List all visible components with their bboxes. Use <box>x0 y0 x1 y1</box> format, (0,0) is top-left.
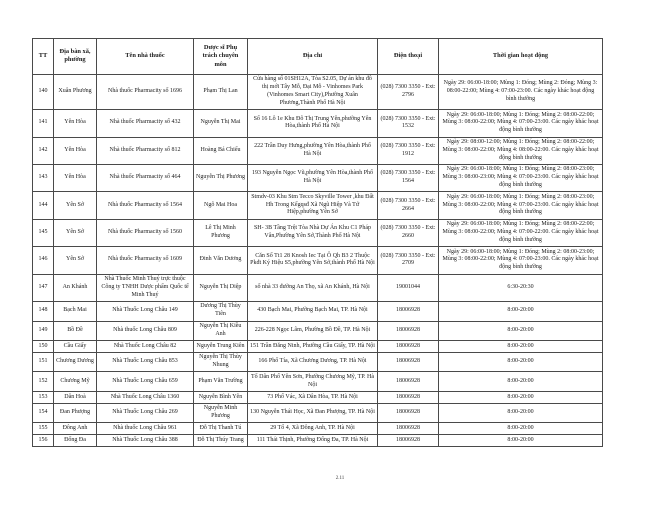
table-cell: 143 <box>33 164 54 191</box>
table-cell: Ngày 29: 08:00-12:00; Mùng 1: Đóng; Mùng 2: 08:00-22:00; Mùng 3: 08:00-22:00; Mùng 4: 08:00-22:00. Các ngày khác hoạt động bình thường <box>439 137 603 164</box>
table-cell: Dương Thị Thùy Tiên <box>194 301 248 321</box>
table-cell: 8:00-20:00 <box>439 423 603 435</box>
table-cell: 226-228 Ngọc Lâm, Phường Bồ Đề, TP. Hà Nội <box>248 321 378 341</box>
table-cell: Cầu Giấy <box>54 341 97 353</box>
table-cell: Đan Phượng <box>54 403 97 423</box>
table-cell: 222 Trần Duy Hưng,phường Yên Hòa,thành Phố Hà Nội <box>248 137 378 164</box>
table-cell: 154 <box>33 403 54 423</box>
table-cell: Bạch Mai <box>54 301 97 321</box>
table-cell: Lê Thị Minh Phương <box>194 219 248 246</box>
table-cell: 29 Tổ 4, Xã Đông Anh, TP. Hà Nội <box>248 423 378 435</box>
table-cell: 19001044 <box>378 274 439 301</box>
table-cell: Yên Hòa <box>54 137 97 164</box>
table-cell: Nguyễn Bình Yên <box>194 392 248 404</box>
table-cell: 152 <box>33 372 54 392</box>
table-cell: 6:30-20:30 <box>439 274 603 301</box>
table-cell: 141 <box>33 110 54 137</box>
table-cell: Hoàng Bá Chiểu <box>194 137 248 164</box>
table-cell: 155 <box>33 423 54 435</box>
table-row <box>33 403 603 423</box>
table-cell: Số 16 Lô 1e Khu Đô Thị Trung Yên,phường Yên Hòa,thành Phố Hà Nội <box>248 110 378 137</box>
page-number: 2.11 <box>335 476 345 481</box>
table-cell: 18006928 <box>378 372 439 392</box>
table-cell: Dân Hoà <box>54 392 97 404</box>
table-cell: Chương Dương <box>54 352 97 372</box>
table-cell: Căn Số Tt1 28 Knosh Iec Tại Ô Qh B3 2 Thuộc Pkđt Ký Hiệu S5,phường Yên Sở,thành Phố Hà Nội <box>248 247 378 274</box>
table-cell: (028) 7300 3350 - Ext: 2660 <box>378 219 439 246</box>
table-cell: (028) 7300 3350 - Ext: 1912 <box>378 137 439 164</box>
table-cell: Nhà thuốc Pharmacity số 1560 <box>97 219 194 246</box>
table-row <box>33 301 603 321</box>
table-cell: Nhà thuốc Long Châu 961 <box>97 423 194 435</box>
table-row <box>33 219 603 246</box>
column-header: Thời gian hoạt động <box>439 39 603 75</box>
table-cell: 18006928 <box>378 435 439 447</box>
table-row <box>33 392 603 404</box>
table-cell: Nhà Thuốc Long Châu 659 <box>97 372 194 392</box>
table-cell: Yên Hòa <box>54 164 97 191</box>
table-cell: Ngày 29: 06:00-18:00; Mùng 1: Đóng; Mùng 2: 08:00-23:00; Mùng 3: 08:00-22:00; Mùng 4: 07:00-23:00. Các ngày khác hoạt động bình thường <box>439 247 603 274</box>
table-cell: Nhà Thuốc Long Châu 1360 <box>97 392 194 404</box>
table-cell: 18006928 <box>378 352 439 372</box>
table-cell: Nguyễn Thị Diệp <box>194 274 248 301</box>
table-row <box>33 321 603 341</box>
table-cell: An Khánh <box>54 274 97 301</box>
table-cell: Nguyễn Minh Phương <box>194 403 248 423</box>
table-cell: 18006928 <box>378 403 439 423</box>
table-cell: Ngày 29: 06:00-18:00; Mùng 1: Đóng; Mùng 2: 08:00-23:00; Mùng 3: 08:00-23:00; Mùng 4: 07:00-23:00. Các ngày khác hoạt động bình thường <box>439 164 603 191</box>
table-cell: 430 Bạch Mai, Phường Bạch Mai, TP. Hà Nội <box>248 301 378 321</box>
table-cell: 8:00-20:00 <box>439 435 603 447</box>
table-cell: Nhà Thuốc Long Châu 853 <box>97 352 194 372</box>
table-cell: 193 Nguyễn Ngọc Vũ,phường Yên Hòa,thành Phố Hà Nội <box>248 164 378 191</box>
table-cell: Stmdv-03 Khu Stm Tecco Skyville Tower ,khu Đất Hh Trong Kếgqsđ Xã Ngũ Hiệp Và Tứ Hiệp,phường Yên Sở <box>248 192 378 219</box>
table-cell: 18006928 <box>378 301 439 321</box>
table-cell: (028) 7300 3350 - Ext: 2709 <box>378 247 439 274</box>
table-row <box>33 192 603 219</box>
table-cell: Bồ Đề <box>54 321 97 341</box>
table-cell: Nguyễn Thị Kiều Anh <box>194 321 248 341</box>
table-cell: Đỗ Thị Thúy Trang <box>194 435 248 447</box>
table-cell: 166 Phố Tía, Xã Chương Dương, TP. Hà Nội <box>248 352 378 372</box>
table-cell: 18006928 <box>378 341 439 353</box>
table-cell: Ngô Mai Hoa <box>194 192 248 219</box>
table-cell: (028) 7300 3350 - Ext: 2796 <box>378 74 439 109</box>
table-cell: 8:00-20:00 <box>439 341 603 353</box>
table-cell: Đống Đa <box>54 435 97 447</box>
table-cell: Đỗ Thị Thanh Tú <box>194 423 248 435</box>
table-row <box>33 352 603 372</box>
table-cell: 140 <box>33 74 54 109</box>
table-cell: 8:00-20:00 <box>439 403 603 423</box>
table-cell: Nhà Thuốc Long Châu 149 <box>97 301 194 321</box>
table-cell: Nhà thuốc Pharmacity số 464 <box>97 164 194 191</box>
table-cell: Nhà thuốc Pharmacity số 1564 <box>97 192 194 219</box>
table-cell: 8:00-20:00 <box>439 321 603 341</box>
table-cell: 18006928 <box>378 423 439 435</box>
table-cell: Chương Mỹ <box>54 372 97 392</box>
table-cell: 156 <box>33 435 54 447</box>
table-cell: 149 <box>33 321 54 341</box>
table-row <box>33 110 603 137</box>
table-cell: Yên Sở <box>54 192 97 219</box>
table-cell: (028) 7300 3350 - Ext: 1532 <box>378 110 439 137</box>
table-cell: Cửa hàng số 01SH12A, Tòa S2.05, Dự án khu đô thị mới Tây Mỗ, Đại Mỗ - Vinhomes Park (Vinhomes Smart City),Phường Xuân Phương,Thành Phố Hà Nội <box>248 74 378 109</box>
table-cell: Đinh Văn Dương <box>194 247 248 274</box>
column-header: Dược sĩ Phụ trách chuyên môn <box>194 39 248 75</box>
table-cell: Nhà Thuốc Long Châu 269 <box>97 403 194 423</box>
column-header: Điện thoại <box>378 39 439 75</box>
table-cell: Yên Hòa <box>54 110 97 137</box>
table-cell: Nhà thuốc Pharmacity số 1609 <box>97 247 194 274</box>
table-row <box>33 164 603 191</box>
table-cell: Ngày 29: 06:00-18:00; Mùng 1: Đóng; Mùng 2: 08:00-23:00; Mùng 3: 08:00-22:00; Mùng 4: 07:00-23:00. Các ngày khác hoạt động bình thường <box>439 192 603 219</box>
column-header: Địa chỉ <box>248 39 378 75</box>
table-cell: 8:00-20:00 <box>439 392 603 404</box>
table-cell: Tổ Dân Phố Yên Sơn, Phường Chương Mỹ, TP. Hà Nội <box>248 372 378 392</box>
table-cell: Nguyễn Thị Mai <box>194 110 248 137</box>
table-cell: (028) 7300 3350 - Ext: 2664 <box>378 192 439 219</box>
table-cell: Yên Sở <box>54 219 97 246</box>
table-row <box>33 274 603 301</box>
table-cell: 144 <box>33 192 54 219</box>
table-cell: Nhà thuốc Long Châu 809 <box>97 321 194 341</box>
table-cell: 8:00-20:00 <box>439 301 603 321</box>
table-cell: 142 <box>33 137 54 164</box>
table-row <box>33 137 603 164</box>
table-cell: 146 <box>33 247 54 274</box>
table-cell: số nhà 33 đường An Thọ, xã An Khánh, Hà Nội <box>248 274 378 301</box>
table-header-row <box>33 39 603 75</box>
table-cell: 111 Thái Thịnh, Phường Đống Đa, TP. Hà Nội <box>248 435 378 447</box>
table-cell: 8:00-20:00 <box>439 372 603 392</box>
table-cell: Xuân Phương <box>54 74 97 109</box>
table-cell: 145 <box>33 219 54 246</box>
table-cell: SH- 3B Tầng Trệt Tòa Nhà Dự Án Khu C1 Pháp Vân,Phường Yên Sở,Thành Phố Hà Nội <box>248 219 378 246</box>
table-cell: Phạm Thị Lan <box>194 74 248 109</box>
table-cell: 147 <box>33 274 54 301</box>
column-header: TT <box>33 39 54 75</box>
pharmacy-directory-table <box>32 38 603 447</box>
table-row <box>33 341 603 353</box>
table-cell: 151 Trần Đăng Ninh, Phường Cầu Giấy, TP. Hà Nội <box>248 341 378 353</box>
table-cell: 148 <box>33 301 54 321</box>
table-cell: Yên Sở <box>54 247 97 274</box>
table-row <box>33 247 603 274</box>
table-cell: Nhà Thuốc Long Châu 388 <box>97 435 194 447</box>
table-cell: 130 Nguyễn Thái Học, Xã Đan Phượng, TP. Hà Nội <box>248 403 378 423</box>
table-cell: Nguyễn Trung Kiên <box>194 341 248 353</box>
table-cell: Phạm Văn Trường <box>194 372 248 392</box>
table-cell: 18006928 <box>378 392 439 404</box>
table-cell: Ngày 29: 06:00-18:00; Mùng 1: Đóng; Mùng 2: Đóng; Mùng 3: 08:00-22:00; Mùng 4: 07:00-23:00. Các ngày khác hoạt động bình thường <box>439 74 603 109</box>
table-cell: Nhà thuốc Pharmacity số 432 <box>97 110 194 137</box>
table-row <box>33 435 603 447</box>
table-cell: 150 <box>33 341 54 353</box>
table-row <box>33 423 603 435</box>
table-row <box>33 372 603 392</box>
table-cell: Nguyễn Thị Thùy Nhung <box>194 352 248 372</box>
table-cell: Nhà thuốc Pharmacity số 1696 <box>97 74 194 109</box>
table-cell: 153 <box>33 392 54 404</box>
table-cell: Ngày 29: 06:00-18:00; Mùng 1: Đóng; Mùng 2: 08:00-22:00; Mùng 3: 08:00-22:00; Mùng 4: 07:00-23:00. Các ngày khác hoạt động bình thường <box>439 110 603 137</box>
column-header: Tên nhà thuốc <box>97 39 194 75</box>
table-cell: Nhà thuốc Pharmacity số 812 <box>97 137 194 164</box>
table-cell: Nhà Thuốc Minh Thuý trực thuộc Công ty TNHH Dược phẩm Quốc tế Minh Thuý <box>97 274 194 301</box>
table-cell: (028) 7300 3350 - Ext: 1564 <box>378 164 439 191</box>
table-row <box>33 74 603 109</box>
table-cell: 151 <box>33 352 54 372</box>
table-cell: Nhà Thuốc Long Châu 82 <box>97 341 194 353</box>
table-cell: Nguyễn Thị Phương <box>194 164 248 191</box>
table-cell: 73 Phố Vác, Xã Dân Hòa, TP. Hà Nội <box>248 392 378 404</box>
column-header: Địa bàn xã, phường <box>54 39 97 75</box>
table-cell: 8:00-20:00 <box>439 352 603 372</box>
table-cell: 18006928 <box>378 321 439 341</box>
table-cell: Đông Anh <box>54 423 97 435</box>
table-cell: Ngày 29: 06:00-18:00; Mùng 1: Đóng; Mùng 2: 08:00-22:00; Mùng 3: 08:00-22:00; Mùng 4: 07:00-22:00. Các ngày khác hoạt động bình thường <box>439 219 603 246</box>
